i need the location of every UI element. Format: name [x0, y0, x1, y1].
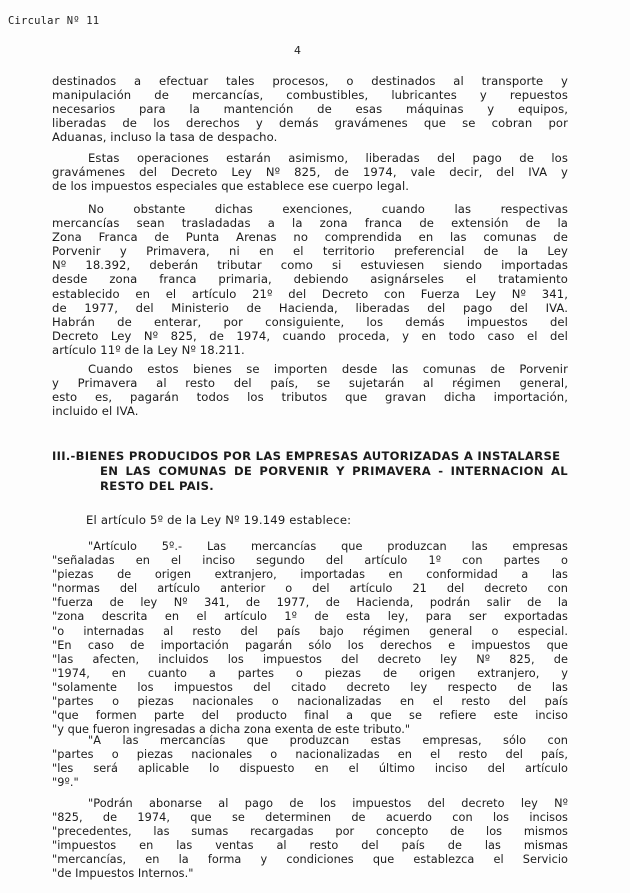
text-line: "señaladas en el inciso segundo del artículo 1º con partes o — [52, 554, 568, 568]
text-line: destinados a efectuar tales procesos, o destinados al transporte y — [52, 74, 568, 88]
text-line: Nº 18.392, deberán tributar como si estuviesen siendo importadas — [52, 258, 568, 273]
text-line: "9º." — [52, 776, 79, 790]
text-line: "que formen parte del producto final a que se refiere este inciso — [52, 709, 568, 723]
text-line: "precedentes, las sumas recargadas por concepto de los mismos — [52, 825, 568, 839]
text-line: "Podrán abonarse al pago de los impuestos del decreto ley Nº — [88, 797, 568, 810]
text-line: "solamente los impuestos del citado decreto ley respecto de las — [52, 680, 568, 694]
text-line: "de Impuestos Internos." — [52, 867, 194, 881]
paragraph-continuation — [52, 74, 568, 144]
text-line: "En caso de importación pagarán sólo los derechos e impuestos que — [52, 638, 568, 652]
text-line: desde zona franca primaria, debiendo asignárseles el tratamiento — [52, 272, 568, 287]
text-line: incluido el IVA. — [52, 404, 139, 419]
paragraph-cuando — [52, 362, 568, 418]
text-line: "825, de 1974, que se determinen de acuerdo con los incisos — [52, 811, 568, 825]
text-line: necesarios para la mantención de esas máquinas y equipos, — [52, 102, 568, 117]
text-line: "A las mercancías que produzcan estas empresas, sólo con — [88, 734, 568, 747]
paragraph-operaciones — [52, 151, 568, 193]
text-line: Zona Franca de Punta Arenas no comprendida en las comunas de — [52, 230, 568, 245]
circular-label: Circular Nº 11 — [8, 15, 100, 27]
text-line: "o internadas al resto del país bajo régimen general o especial. — [52, 624, 568, 638]
text-line: de 1977, del Ministerio de Hacienda, liberadas del pago del IVA. — [52, 300, 568, 315]
heading-line: RESTO DEL PAIS. — [100, 479, 214, 493]
text-line: gravámenes del Decreto Ley Nº 825, de 1974, vale decir, del IVA y — [52, 165, 568, 180]
intro-sentence: El artículo 5º de la Ley Nº 19.149 establece: — [86, 513, 352, 527]
text-line: Aduanas, incluso la tasa de despacho. — [52, 130, 278, 145]
text-line: manipulación de mercancías, combustibles, lubricantes y repuestos — [52, 88, 568, 103]
text-line: "partes o piezas nacionales o nacionalizadas en el resto del país — [52, 695, 568, 709]
text-line: "normas del artículo anterior o del artículo 21 del decreto con — [52, 582, 568, 596]
quoted-paragraph-nacionales — [52, 734, 568, 790]
text-line: Porvenir y Primavera, ni en el territorio preferencial de la Ley — [52, 244, 568, 259]
text-line: artículo 11º de la Ley Nº 18.211. — [52, 342, 245, 357]
text-line: Decreto Ley Nº 825, de 1974, cuando proceda, y en todo caso el del — [52, 328, 568, 343]
text-line: "zona descrita en el artículo 1º de esta ley, para ser exportadas — [52, 610, 568, 624]
text-line: mercancías sean trasladadas a la zona franca de extensión de la — [52, 216, 568, 231]
text-line: "les será aplicable lo dispuesto en el último inciso del artículo — [52, 762, 568, 776]
text-line: liberadas de los derechos y demás gravámenes que se cobran por — [52, 116, 568, 131]
text-line: "piezas de origen extranjero, importadas en conformidad a las — [52, 568, 568, 582]
text-line: "mercancías, en la forma y condiciones que establezca el Servicio — [52, 853, 568, 867]
text-line: Estas operaciones estarán asimismo, liberadas del pago de los — [88, 151, 568, 165]
text-line: Cuando estos bienes se importen desde las comunas de Porvenir — [88, 362, 568, 376]
text-line: "Artículo 5º.- Las mercancías que produzcan las empresas — [88, 540, 568, 553]
text-line: esto es, pagarán todos los tributos que gravan dicha importación, — [52, 390, 568, 405]
text-line: "partes o piezas nacionales o nacionalizadas en el resto del país, — [52, 748, 568, 762]
text-line: "impuestos en las ventas al resto del país de las mismas — [52, 839, 568, 853]
paragraph-no-obstante — [52, 202, 568, 357]
text-line: de los impuestos especiales que establece ese cuerpo legal. — [52, 179, 410, 194]
text-line: Habrán de enterar, por consiguiente, los demás impuestos del — [52, 314, 568, 329]
text-line: "1974, en cuanto a partes o piezas de origen extranjero, y — [52, 666, 568, 680]
quoted-paragraph-abono — [52, 797, 568, 882]
page-number: 4 — [294, 44, 301, 57]
quoted-article-5 — [52, 540, 568, 737]
text-line: No obstante dichas exenciones, cuando las respectivas — [88, 202, 568, 216]
text-line: establecido en el artículo 21º del Decreto con Fuerza Ley Nº 341, — [52, 286, 568, 301]
text-line: "fuerza de ley Nº 341, de 1977, de Hacienda, podrán salir de la — [52, 596, 568, 610]
text-line: "y que fueron ingresadas a dicha zona exenta de este tributo." — [52, 723, 411, 737]
heading-line: EN LAS COMUNAS DE PORVENIR Y PRIMAVERA - INTERNACION AL — [100, 464, 568, 478]
section-heading: III.-BIENES PRODUCIDOS POR LAS EMPRESAS AUTORIZADAS A INSTALARSE EN LAS COMUNAS DE PORVENIR Y PRIMAVERA - INTERNACION AL RESTO DEL PAIS. — [52, 449, 568, 493]
text-line: "las afecten, incluidos los impuestos del decreto ley Nº 825, de — [52, 652, 568, 666]
text-line: y Primavera al resto del país, se sujetarán al régimen general, — [52, 376, 568, 391]
